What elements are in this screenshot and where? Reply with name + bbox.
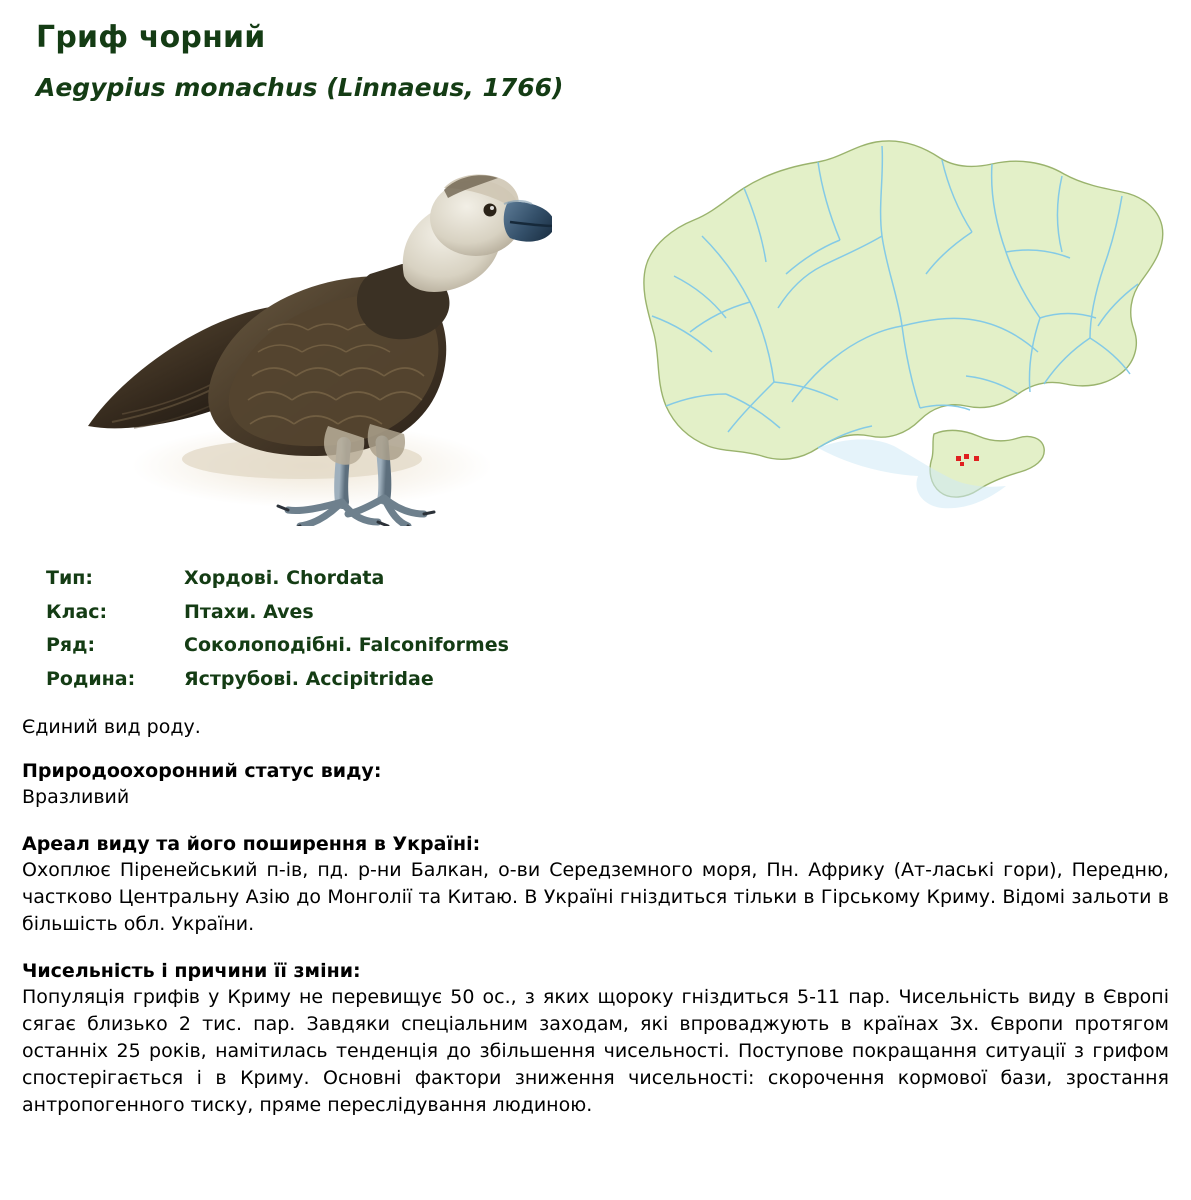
table-row bbox=[46, 596, 509, 630]
media-row bbox=[22, 116, 1169, 536]
table-row bbox=[46, 663, 509, 697]
table-row bbox=[46, 629, 509, 663]
genus-note: Єдиний вид роду. bbox=[22, 716, 201, 739]
section-heading-status: Природоохоронний статус виду: bbox=[22, 760, 382, 783]
taxonomy-table bbox=[46, 562, 509, 696]
taxonomy-value-family: Яструбові. Accipitridae bbox=[184, 667, 434, 690]
taxonomy-label-order: Ряд: bbox=[46, 634, 96, 657]
taxonomy-value-class: Птахи. Aves bbox=[184, 600, 314, 623]
ukraine-landmass bbox=[644, 141, 1163, 459]
bird-eye bbox=[484, 204, 497, 217]
page-title: Гриф чорний bbox=[36, 20, 266, 55]
taxonomy-value-order: Соколоподібні. Falconiformes bbox=[184, 634, 509, 657]
taxonomy-label-type: Тип: bbox=[46, 567, 93, 589]
bird-photo bbox=[52, 126, 552, 526]
section-body-range: Охоплює Піренейський п-ів, пд. р-ни Балкан, о-ви Середземного моря, Пн. Африку (Ат-лаські гори), Передню, частково Центральну Азію до Монголії та Китаю. В Україні гніздиться тільки в Гірському Криму. Відомі зальоти в більшість обл. України. bbox=[22, 859, 1169, 936]
section-body-population: Популяція грифів у Криму не перевищує 50 ос., з яких щороку гніздиться 5-11 пар. Чисельність виду в Європі сягає близько 2 тис. пар. Завдяки спеціальним заходам, які впроваджують в країнах Зх. Європи протягом останніх 25 років, намітилась тенденція до збільшення чисельності. Поступове покращання ситуації з грифом спостерігається і в Криму. Основні фактори зниження чисельності: скорочення кормової бази, зростання антропогенного тиску, пряме переслідування людиною. bbox=[22, 986, 1169, 1116]
latin-name: Aegypius monachus (Linnaeus, 1766) bbox=[36, 73, 564, 102]
section-body-status: Вразливий bbox=[22, 786, 130, 809]
taxonomy-value-type: Хордові. Chordata bbox=[184, 567, 385, 589]
taxonomy-label-class: Клас: bbox=[46, 600, 108, 623]
section-heading-population: Чисельність і причини її зміни: bbox=[22, 960, 361, 983]
table-row bbox=[46, 562, 509, 596]
section-heading-range: Ареал виду та його поширення в Україні: bbox=[22, 833, 481, 856]
range-map bbox=[582, 116, 1182, 516]
taxonomy-label-family: Родина: bbox=[46, 667, 136, 690]
